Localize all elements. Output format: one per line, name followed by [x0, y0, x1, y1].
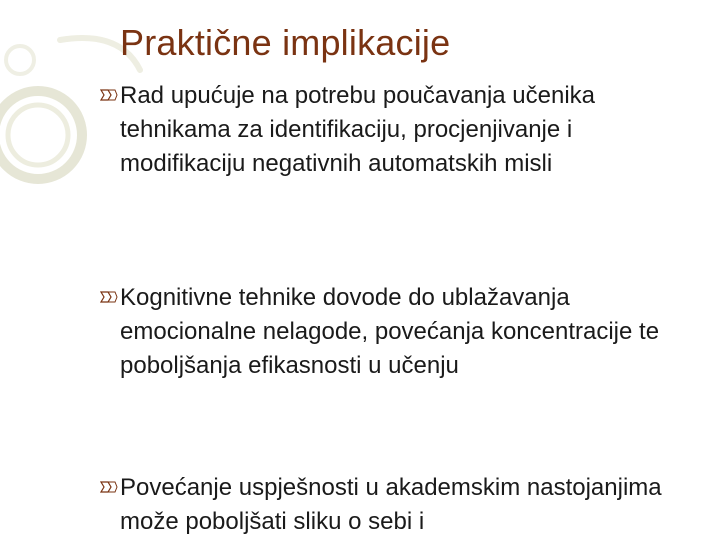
- bullet-item: [100, 281, 700, 383]
- ribbon-bullet-icon: [100, 290, 118, 304]
- bullet-text: Kognitivne tehnike dovode do ublažavanja emocionalne nelagode, povećanja koncentracije te poboljšanja efikasnosti u učenju: [120, 284, 660, 379]
- bullet-item: [100, 79, 700, 181]
- ribbon-bullet-icon: [100, 88, 118, 102]
- bullet-text: Povećanje uspješnosti u akademskim nastojanjima može poboljšati sliku o sebi i: [120, 474, 662, 535]
- ribbon-bullet-icon: [100, 480, 118, 494]
- bullet-text: Rad upućuje na potrebu poučavanja učenika tehnikama za identifikaciju, procjenjivanje i modifikaciju negativnih automatskih misli: [120, 82, 596, 177]
- slide-title: Praktične implikacije: [120, 22, 451, 63]
- bullet-item: [100, 471, 700, 539]
